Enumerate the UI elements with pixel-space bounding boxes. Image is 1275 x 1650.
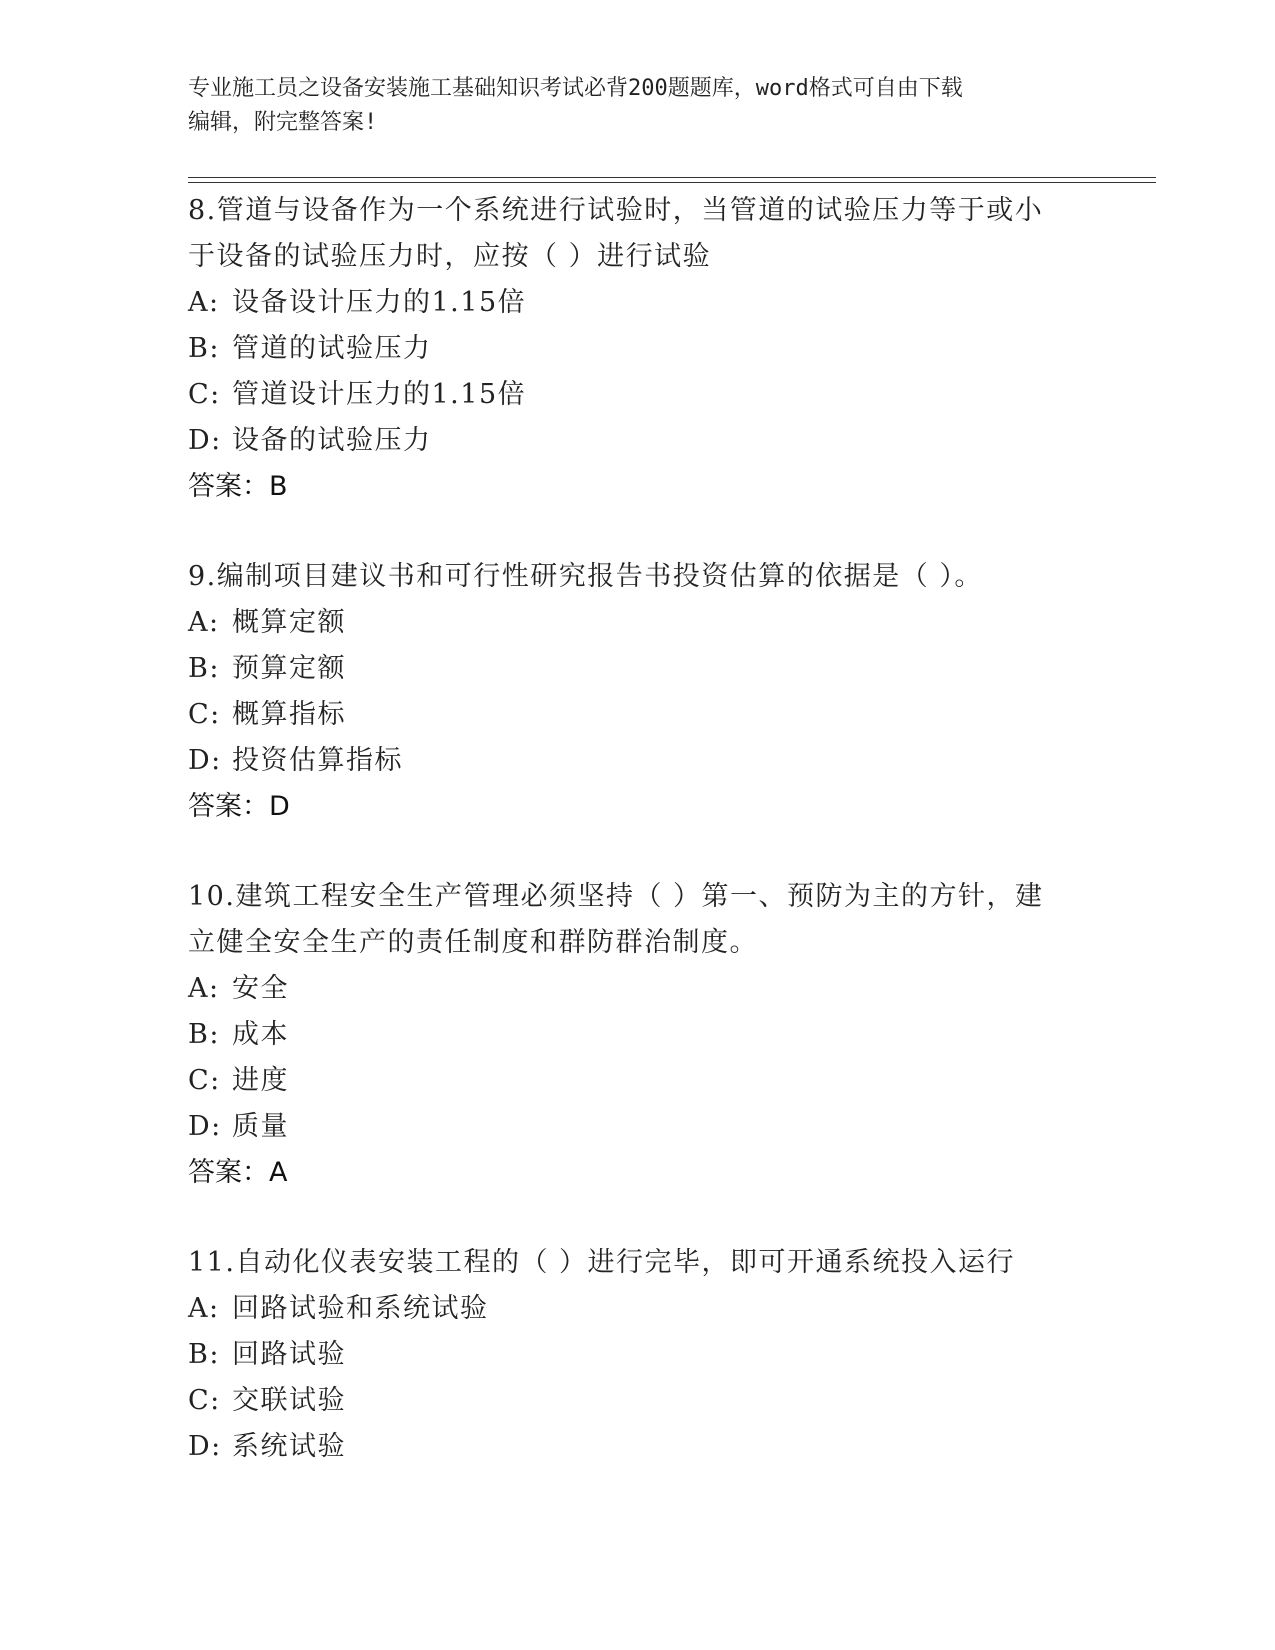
option-d — [188, 738, 1068, 784]
answer: 答案：B — [188, 471, 288, 502]
question-text: 9.编制项目建议书和可行性研究报告书投资估算的依据是（ ）。 — [188, 561, 983, 592]
spacer — [188, 1196, 1068, 1240]
option-c — [188, 692, 1068, 738]
option-text: 预算定额 — [232, 653, 346, 684]
option-text: 概算指标 — [232, 699, 346, 730]
answer: 答案：D — [188, 791, 290, 822]
answer: 答案：A — [188, 1157, 288, 1188]
document-header — [188, 72, 1068, 140]
option-b — [188, 646, 1068, 692]
question-list — [188, 188, 1068, 1470]
option-key: D: — [188, 1431, 222, 1462]
option-key: A: — [188, 973, 220, 1004]
option-text: 安全 — [232, 973, 289, 1004]
option-d — [188, 1104, 1068, 1150]
question-text: 于设备的试验压力时，应按（ ）进行试验 — [188, 241, 712, 272]
question-text: 立健全安全生产的责任制度和群防群治制度。 — [188, 927, 758, 958]
option-b — [188, 1332, 1068, 1378]
option-text: 回路试验 — [232, 1339, 346, 1370]
option-d — [188, 1424, 1068, 1470]
question-text: 10.建筑工程安全生产管理必须坚持（ ）第一、预防为主的方针，建 — [188, 881, 1044, 912]
header-divider-top — [188, 177, 1156, 178]
option-key: B: — [188, 333, 220, 364]
option-a — [188, 280, 1068, 326]
option-text: 质量 — [232, 1111, 289, 1142]
spacer — [188, 830, 1068, 874]
option-key: C: — [188, 1065, 221, 1096]
header-divider-bottom — [188, 182, 1156, 183]
option-text: 投资估算指标 — [232, 745, 403, 776]
question-text: 11.自动化仪表安装工程的（ ）进行完毕，即可开通系统投入运行 — [188, 1247, 1016, 1278]
option-text: 回路试验和系统试验 — [232, 1293, 489, 1324]
option-b — [188, 326, 1068, 372]
question-10 — [188, 874, 1068, 1196]
option-key: C: — [188, 1385, 221, 1416]
option-text: 进度 — [232, 1065, 289, 1096]
question-11 — [188, 1240, 1068, 1470]
spacer — [188, 510, 1068, 554]
option-text: 交联试验 — [232, 1385, 346, 1416]
option-c — [188, 1058, 1068, 1104]
option-text: 概算定额 — [232, 607, 346, 638]
option-b — [188, 1012, 1068, 1058]
option-a — [188, 600, 1068, 646]
option-text: 管道的试验压力 — [232, 333, 432, 364]
option-key: B: — [188, 1019, 220, 1050]
option-key: D: — [188, 745, 222, 776]
option-text: 管道设计压力的1.15倍 — [232, 379, 527, 410]
option-a — [188, 1286, 1068, 1332]
header-line-2: 编辑，附完整答案! — [188, 110, 378, 135]
option-a — [188, 966, 1068, 1012]
option-key: B: — [188, 1339, 220, 1370]
question-text: 8.管道与设备作为一个系统进行试验时，当管道的试验压力等于或小 — [188, 195, 1044, 226]
option-c — [188, 372, 1068, 418]
option-text: 系统试验 — [232, 1431, 346, 1462]
question-9 — [188, 554, 1068, 830]
option-key: D: — [188, 425, 222, 456]
header-line-1: 专业施工员之设备安装施工基础知识考试必背200题题库，word格式可自由下载 — [188, 76, 963, 101]
option-key: A: — [188, 287, 220, 318]
option-key: A: — [188, 607, 220, 638]
question-8 — [188, 188, 1068, 510]
option-key: D: — [188, 1111, 222, 1142]
option-d — [188, 418, 1068, 464]
option-text: 设备设计压力的1.15倍 — [232, 287, 527, 318]
option-text: 成本 — [232, 1019, 289, 1050]
option-key: A: — [188, 1293, 220, 1324]
option-key: B: — [188, 653, 220, 684]
option-key: C: — [188, 699, 221, 730]
option-text: 设备的试验压力 — [232, 425, 432, 456]
option-key: C: — [188, 379, 221, 410]
option-c — [188, 1378, 1068, 1424]
